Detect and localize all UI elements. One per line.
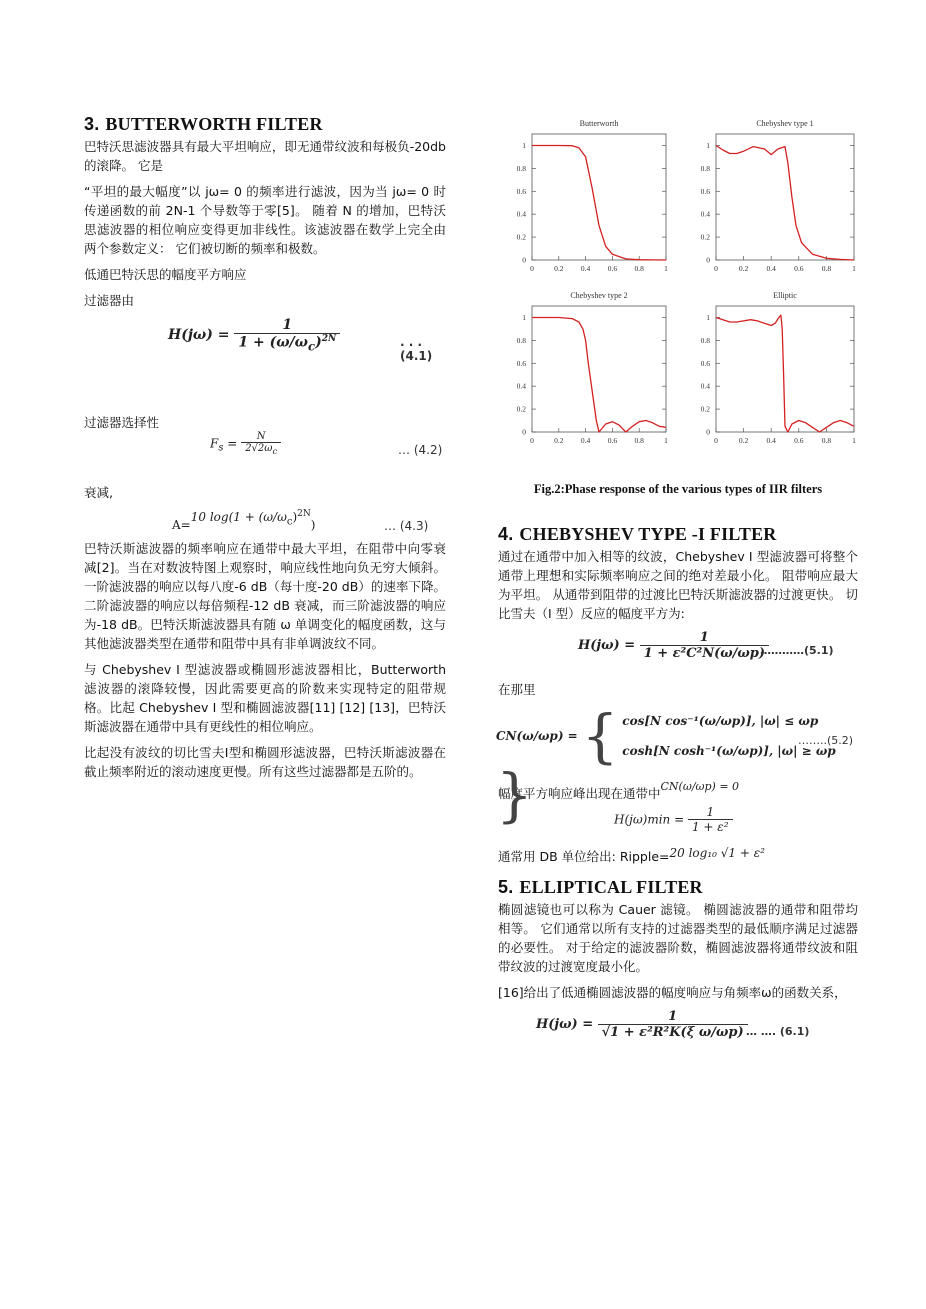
paragraph: 幅度平方响应峰出现在通带中CN(ω/ωp) = 0 [498,780,740,801]
equation-4-1: H(jω) = $\frac{1}{1 + (\omega/\omega_c)^{2N}}$ . . . (4.1) [168,317,433,363]
paragraph: 比起没有波纹的切比雪夫I型和椭圆形滤波器，巴特沃斯滤波器在截止频率附近的滚动速度更慢。所有这些过滤器都是五阶的。 [84,745,446,779]
x-tick-label: 0.4 [580,436,591,445]
paragraph: 与 Chebyshev I 型滤波器或椭圆形滤波器相比，Butterworth 滤波器的滚降较慢，因此需要更高的阶数来实现特定的阻带规格。比起 Chebyshev I 型和椭圆滤波器[11] [12] [13]，巴特沃斯滤波器在通带中具有更线性的相位响应。 [84,662,446,734]
equation-hmin: H(jω)min = $\frac{1}{\text{1 + ε²}}$ [614,805,858,843]
x-tick-label: 0.2 [554,436,564,445]
y-tick-label: 0.8 [700,335,710,345]
figure-2 [498,110,858,496]
section-4-heading: 4. CHEBYSHEV TYPE -I FILTER [498,524,777,544]
x-tick-label: 1 [852,436,856,445]
iir-filter-charts [498,110,858,470]
paragraph: 通常用 DB 单位给出: Ripple=20 log₁₀ √1 + ε² [498,846,765,864]
x-tick-label: 0 [714,436,718,445]
y-tick-label: 0.2 [516,404,526,414]
x-tick-label: 0.8 [634,436,644,445]
equation-4-2: $F_s$ = $\frac{N}{2√2\omega_c}$ … (4.2) [210,431,443,457]
y-tick-label: 0.8 [516,163,526,173]
y-tick-label: 1 [706,312,710,322]
y-tick-label: 0 [522,427,526,437]
paragraph: “平坦的最大幅度”以 jω= 0 的频率进行滤波，因为当 jω= 0 时传递函数的前 2N-1 个导数等于零[5]。 随着 N 的增加，巴特沃思滤波器的相位响应变得更加非线性。该滤波器在数学上完全由两个参数定义： 它们被切断的频率和极数。 [84,184,446,256]
paragraph: 过滤器选择性 [84,415,160,430]
y-tick-label: 0.4 [516,381,526,391]
paragraph: 衰减, [84,485,113,500]
x-tick-label: 0.6 [794,264,804,273]
y-tick-label: 0.4 [700,381,710,391]
right-column [498,110,858,1077]
x-tick-label: 0.8 [821,264,832,273]
paragraph: 过滤器由 [84,293,135,308]
y-tick-label: 0.8 [700,163,710,173]
y-tick-label: 0.4 [700,209,710,219]
x-tick-label: 0.2 [738,264,749,273]
response-curve [532,146,666,261]
x-tick-label: 1 [664,436,668,445]
x-tick-label: 0 [530,436,534,445]
x-tick-label: 0.4 [766,436,776,445]
x-tick-label: 0.2 [738,436,749,445]
chart-title: Elliptic [773,291,797,300]
y-tick-label: 0 [522,255,526,265]
y-tick-label: 1 [706,140,710,150]
equation-6-1: H(jω) = $\frac{1}{\text{√1 + ε²R²K(ξ ω/ωp)}}$ … …. (6.1) [536,1009,810,1040]
response-curve [532,318,666,433]
paragraph: 通过在通带中加入相等的纹波，Chebyshev I 型滤波器可将整个通带上理想和实际频率响应之间的绝对差最小化。 阻带响应最大为平坦。 从通带到阻带的过渡比巴特沃斯滤波器的过渡更快。 切比雪夫（I 型）反应的幅度平方为: [498,549,858,621]
figure-caption: Fig.2:Phase response of the various types of IIR filters [533,482,823,496]
y-tick-label: 0.6 [700,186,710,196]
y-tick-label: 1 [522,312,526,322]
y-tick-label: 0.4 [516,209,526,219]
paragraph: 巴特沃思滤波器具有最大平坦响应，即无通带纹波和每极负-20db 的滚降。 它是 [84,139,446,173]
section-5-heading: 5. ELLIPTICAL FILTER [498,877,703,897]
paragraph: 椭圆滤镜也可以称为 Cauer 滤镜。 椭圆滤波器的通带和阻带均相等。 它们通常以所有支持的过滤器类型的最低顺序满足过滤器的必要性。 对于给定的滤波器阶数，椭圆滤波器将通带纹波和阻带纹波的过渡宽度最小化。 [498,902,858,974]
y-tick-label: 0.2 [700,232,710,242]
x-tick-label: 0.2 [554,264,564,273]
chart-frame [532,134,666,260]
x-tick-label: 0.6 [794,436,804,445]
y-tick-label: 1 [522,140,526,150]
equation-4-3: A=10 $\log(1 + (\omega/\omega_c)^{2N})$ … (4.3) [172,509,429,533]
equation-5-2: CN(ω/ωp) = { cos[N cos⁻¹(ω/ωp)], |ω| ≤ ωp cosh[N cosh⁻¹(ω/ωp)], |ω| ≥ ωp } ……..(5.2) [496,702,854,829]
x-tick-label: 1 [852,264,856,273]
y-tick-label: 0.6 [700,358,710,368]
section-3-heading: 3. BUTTERWORTH FILTER [84,114,323,134]
y-tick-label: 0 [706,255,710,265]
paragraph: 巴特沃斯滤波器的频率响应在通带中最大平坦，在阻带中向零衰减[2]。当在对数波特图上观察时，响应线性地向负无穷大倾斜。一阶滤波器的响应以每八度-6 dB（每十度-20 dB）的速率下降。二阶滤波器的响应以每倍频程-12 dB 衰减，而三阶滤波器的响应为-18 dB。巴特沃斯滤波器具有随 ω 单调变化的幅度函数，这与其他滤波器类型在通带和阻带中具有非单调波纹不同。 [84,541,446,651]
y-tick-label: 0.2 [516,232,526,242]
paragraph: [16]给出了低通椭圆滤波器的幅度响应与角频率ω的函数关系， [498,985,847,1000]
equation-5-1: H(jω) = $\frac{1}{\text{1 + ε²C²N(ω/ωp)}}$ …………(5.1) [578,630,834,661]
y-tick-label: 0.6 [516,358,526,368]
y-tick-label: 0 [706,427,710,437]
response-curve [716,146,854,261]
chart-frame [532,306,666,432]
x-tick-label: 0 [714,264,718,273]
x-tick-label: 0.8 [821,436,832,445]
y-tick-label: 0.6 [516,186,526,196]
chart-title: Chebyshev type 2 [570,291,628,300]
x-tick-label: 0.6 [607,436,618,445]
paragraph: 在那里 [498,682,536,697]
chart-title: Butterworth [579,119,619,128]
response-curve [716,315,854,432]
y-tick-label: 0.8 [516,335,526,345]
chart-title: Chebyshev type 1 [756,119,814,128]
x-tick-label: 1 [664,264,668,273]
x-tick-label: 0 [530,264,534,273]
x-tick-label: 0.8 [634,264,644,273]
x-tick-label: 0.4 [580,264,591,273]
left-column [84,110,446,788]
x-tick-label: 0.6 [607,264,618,273]
x-tick-label: 0.4 [766,264,776,273]
y-tick-label: 0.2 [700,404,710,414]
paragraph: 低通巴特沃思的幅度平方响应 [84,267,247,282]
